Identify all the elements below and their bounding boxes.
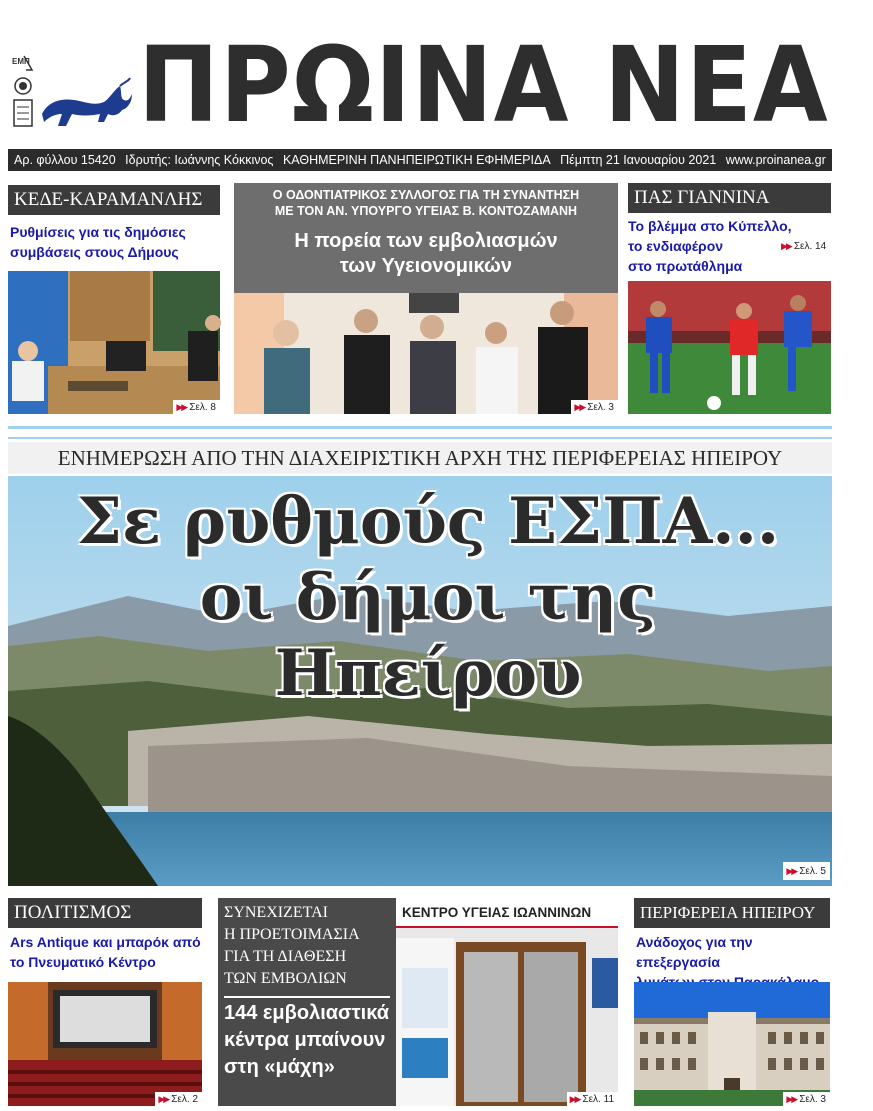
divider [8,437,832,439]
publisher-seal-icon [10,52,36,132]
kicker-line: ΓΙΑ ΤΗ ΔΙΑΘΕΣΗ [224,948,347,965]
page-ref[interactable] [155,1092,202,1106]
bull-logo-icon [38,76,134,132]
main-headline[interactable] [48,484,808,712]
section-label-politismos: ΠΟΛΙΤΙΣΜΟΣ [8,898,202,928]
kicker-line: Η ΠΡΟΕΤΟΙΜΑΣΙΑ [224,926,360,943]
arrow-right-icon: ▶▶ [569,1094,580,1104]
health-center-photo [396,898,618,1106]
section-label-kede: ΚΕΔΕ-ΚΑΡΑΜΑΝΛΗΣ [8,185,220,215]
tagline: ΚΑΘΗΜΕΡΙΝΗ ΠΑΝΗΠΕΙΡΩΤΙΚΗ ΕΦΗΜΕΡΙΔΑ [282,153,551,167]
meeting-photo [8,271,220,414]
kicker-line: ΜΕ ΤΟΝ ΑΝ. ΥΠΟΥΡΓΟ ΥΓΕΙΑΣ Β. ΚΟΝΤΟΖΑΜΑΝΗ [274,204,578,218]
arrow-right-icon: ▶▶ [781,241,791,251]
headline-line: Ars Antique και μπαρόκ από [10,934,201,950]
health-center-sign: ΚΕΝΤΡΟ ΥΓΕΙΑΣ ΙΩΑΝΝΙΝΩΝ [396,898,618,928]
kicker-line: ΣΥΝΕΧΙΖΕΤΑΙ [224,904,328,921]
page-ref[interactable] [783,862,830,880]
delegation-photo [234,293,618,414]
headline-line: συμβάσεις στους Δήμους [10,244,179,260]
section-label-periferia: ΠΕΡΙΦΕΡΕΙΑ ΗΠΕΙΡΟΥ [634,898,830,928]
headline-line: το Πνευματικό Κέντρο [10,954,156,970]
theater-photo [8,982,202,1106]
arrow-right-icon: ▶▶ [574,402,585,412]
page-ref[interactable] [571,400,618,414]
page-ref-text: Σελ. 11 [582,1094,614,1105]
headline-line: των Υγειονομικών [339,255,513,277]
vaccination-story-box[interactable] [218,898,396,1106]
section-label-pas-giannina: ΠΑΣ ΓΙΑΝΝΙΝΑ [628,183,831,213]
divider [224,996,390,998]
headline-line: κέντρα μπαίνουν [224,1029,386,1051]
headline-line: το ενδιαφέρον [628,238,724,254]
page-ref-text: Σελ. 8 [189,402,216,413]
page-ref-text: Σελ. 5 [799,866,826,877]
page-ref[interactable] [173,400,220,414]
headline-line: Το βλέμμα στο Κύπελλο, [628,218,792,234]
regional-building-photo [634,982,830,1106]
issue-number: Αρ. φύλλου 15420 [14,153,116,167]
founder: Ιδρυτής: Ιωάννης Κόκκινος [125,153,274,167]
headline-kede[interactable] [10,222,222,262]
football-photo [628,281,831,414]
headline-line: στη «μάχη» [224,1056,335,1078]
ioannina-lake-photo [8,476,832,886]
page-ref-text: Σελ. 3 [799,1094,826,1105]
page-ref-text: Σελ. 2 [171,1094,198,1105]
headline-line: Σε ρυθμούς ΕΣΠΑ... [76,484,780,559]
page-ref[interactable] [778,239,830,253]
seal-text: ΕΜΠ [12,57,30,66]
kicker-line: ΤΩΝ ΕΜΒΟΛΙΩΝ [224,970,347,987]
arrow-right-icon: ▶▶ [176,402,187,412]
masthead-title: ΠΡΩΙΝΑ ΝΕΑ [138,24,829,146]
headline-line: 144 εμβολιαστικά [224,1002,389,1024]
health-story-header[interactable] [234,183,618,293]
page-ref-text: Σελ. 3 [587,402,614,413]
page-ref-text: Σελ. 14 [793,241,827,252]
masthead-info-bar [8,149,867,171]
headline-line: Ανάδοχος για την επεξεργασία [636,934,753,970]
website-link[interactable]: www.proinanea.gr [725,153,826,167]
price: €0,50 [835,153,867,167]
headline-politismos[interactable] [10,932,210,972]
arrow-right-icon: ▶▶ [786,866,797,876]
headline-line: Ρυθμίσεις για τις δημόσιες [10,224,186,240]
divider [8,426,832,429]
main-story-kicker: ΕΝΗΜΕΡΩΣΗ ΑΠΟ ΤΗΝ ΔΙΑΧΕΙΡΙΣΤΙΚΗ ΑΡΧΗ ΤΗΣ ΠΕΡΙΦΕΡΕΙΑΣ ΗΠΕΙΡΟΥ [8,442,832,474]
page-ref[interactable] [567,1092,618,1106]
arrow-right-icon: ▶▶ [158,1094,169,1104]
headline-line: Η πορεία των εμβολιασμών [294,230,558,252]
page-ref[interactable] [783,1092,830,1106]
issue-date: Πέμπτη 21 Ιανουαρίου 2021 [560,153,717,167]
headline-line: στο πρωτάθλημα [628,258,743,274]
kicker-line: Ο ΟΔΟΝΤΙΑΤΡΙΚΟΣ ΣΥΛΛΟΓΟΣ ΓΙΑ ΤΗ ΣΥΝΑΝΤΗΣΗ [272,188,580,202]
headline-line: οι δήμοι της Ηπείρου [199,560,657,711]
arrow-right-icon: ▶▶ [786,1094,797,1104]
